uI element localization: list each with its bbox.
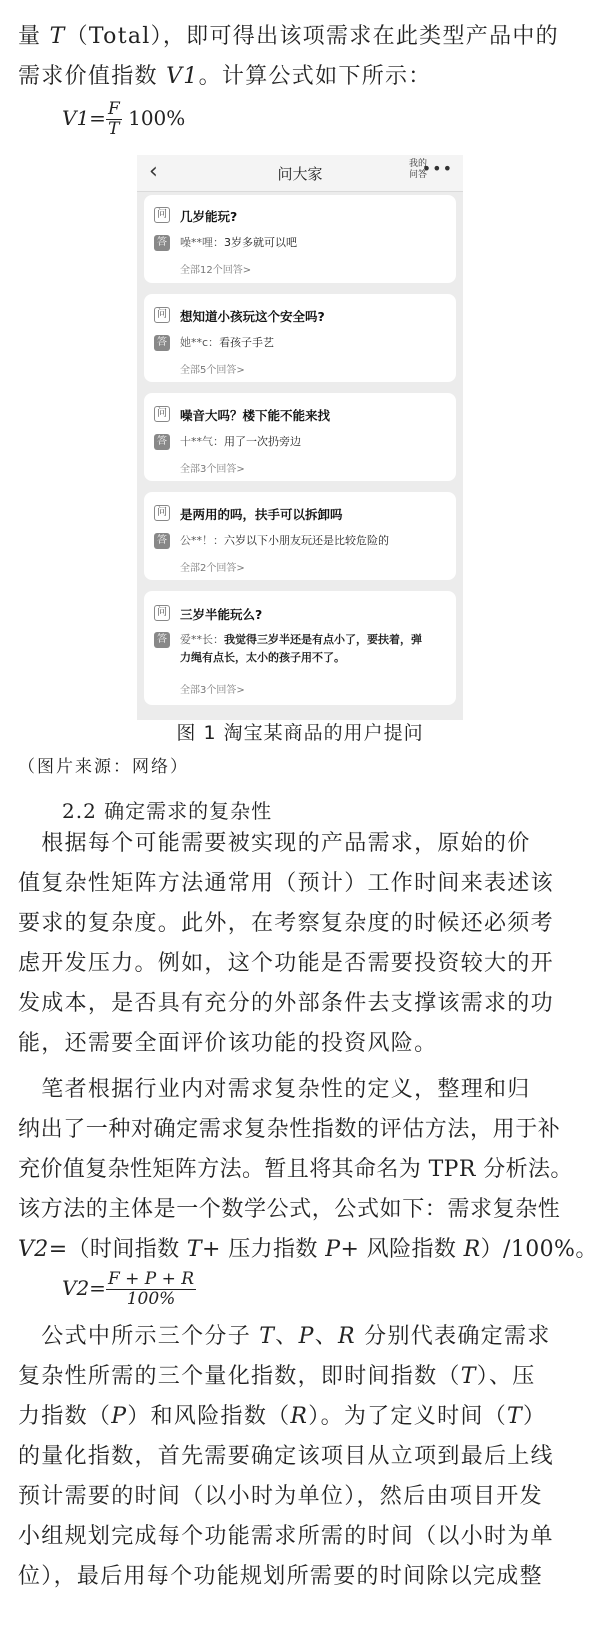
paragraph-line: 量 T（Total），即可得出该项需求在此类型产品中的 <box>18 24 559 49</box>
paragraph-line: 的量化指数，首先需要确定该项目从立项到最后上线 <box>18 1444 554 1469</box>
paragraph-line: 根据每个可能需要被实现的产品需求，原始的价 <box>18 831 531 856</box>
all-answers-link[interactable]: 全部12个回答> <box>180 265 252 276</box>
paragraph-line: V2=（时间指数 T+ 压力指数 P+ 风险指数 R）/100%。 <box>18 1237 598 1262</box>
paragraph-line: 虑开发压力。例如，这个功能是否需要投资较大的开 <box>18 951 554 976</box>
formula-v1: V1= $\frac{F}{T}$ 100% <box>62 99 186 139</box>
all-answers-link[interactable]: 全部2个回答> <box>180 563 245 574</box>
question-icon: 问 <box>154 406 170 422</box>
question-card[interactable] <box>144 393 456 481</box>
question-text[interactable]: 噪音大吗？楼下能不能来找 <box>180 408 331 423</box>
paragraph-line: 小组规划完成每个功能需求所需的时间（以小时为单 <box>18 1524 554 1549</box>
answer-text: 噪**哩：3岁多就可以吧 <box>180 236 297 249</box>
formula-v2: V2= $\frac{F + P + R}{100\%}$ <box>62 1269 195 1309</box>
question-icon: 问 <box>154 505 170 521</box>
answer-text: 爱**长：我觉得三岁半还是有点小了，要扶着，弹 力绳有点长，太小的孩子用不了。 <box>180 633 422 664</box>
answer-text: 十**气：用了一次扔旁边 <box>180 435 301 448</box>
question-text[interactable]: 几岁能玩? <box>180 209 238 224</box>
paragraph-line: 要求的复杂度。此外，在考察复杂度的时候还必须考 <box>18 911 554 936</box>
question-text[interactable]: 想知道小孩玩这个安全吗? <box>180 309 325 324</box>
answer-text: 公**！：六岁以下小朋友玩还是比较危险的 <box>180 534 389 547</box>
paragraph-line: 公式中所示三个分子 T、P、R 分别代表确定需求 <box>18 1324 551 1349</box>
paragraph-line: 力指数（P）和风险指数（R）。为了定义时间（T） <box>18 1404 547 1429</box>
paragraph-line: 位），最后用每个功能规划所需要的时间除以完成整 <box>18 1564 543 1589</box>
answer-icon: 答 <box>154 235 170 251</box>
answer-icon: 答 <box>154 632 170 648</box>
question-card[interactable] <box>144 195 456 283</box>
answer-text: 她**c：看孩子手艺 <box>180 336 275 349</box>
formula-fraction: $\frac{F}{T}$ <box>107 99 120 139</box>
back-icon[interactable]: ‹ <box>149 159 158 184</box>
figure-caption: 图 1 淘宝某商品的用户提问 <box>176 722 424 744</box>
question-card[interactable] <box>144 294 456 382</box>
question-icon: 问 <box>154 605 170 621</box>
answer-icon: 答 <box>154 533 170 549</box>
paragraph-line: 发成本，是否具有充分的外部条件去支撑该需求的功 <box>18 991 554 1016</box>
paragraph-line: 需求价值指数 V1。计算公式如下所示： <box>18 64 432 89</box>
nav-bar <box>137 155 463 192</box>
more-icon[interactable]: ••• <box>421 159 453 178</box>
paragraph-line: 笔者根据行业内对需求复杂性的定义，整理和归 <box>18 1077 531 1102</box>
paragraph-line: 该方法的主体是一个数学公式，公式如下：需求复杂性 <box>18 1197 561 1222</box>
section-heading: 2.2 确定需求的复杂性 <box>62 799 273 823</box>
figure-source: （图片来源：网络） <box>18 757 189 777</box>
paragraph-line: 复杂性所需的三个量化指数，即时间指数（T）、压 <box>18 1364 536 1389</box>
question-icon: 问 <box>154 207 170 223</box>
all-answers-link[interactable]: 全部3个回答> <box>180 464 245 475</box>
all-answers-link[interactable]: 全部5个回答> <box>180 365 245 376</box>
paragraph-line: 充价值复杂性矩阵方法。暂且将其命名为 TPR 分析法。 <box>18 1157 573 1182</box>
nav-title: 问大家 <box>277 165 323 183</box>
question-card[interactable] <box>144 591 456 705</box>
question-icon: 问 <box>154 307 170 323</box>
paragraph-line: 能，还需要全面评价该功能的投资风险。 <box>18 1031 438 1056</box>
taobao-qa-screenshot <box>137 155 463 720</box>
question-text[interactable]: 三岁半能玩么? <box>180 607 263 622</box>
answer-icon: 答 <box>154 335 170 351</box>
answer-icon: 答 <box>154 434 170 450</box>
question-text[interactable]: 是两用的吗，扶手可以拆卸吗 <box>180 507 343 522</box>
all-answers-link[interactable]: 全部3个回答> <box>180 685 245 696</box>
paragraph-line: 值复杂性矩阵方法通常用（预计）工作时间来表述该 <box>18 871 554 896</box>
formula-fraction: $\frac{F + P + R}{100\%}$ <box>107 1269 195 1309</box>
paragraph-line: 纳出了一种对确定需求复杂性指数的评估方法，用于补 <box>18 1117 561 1142</box>
my-qa-button[interactable]: 我的 问答 <box>408 159 427 180</box>
paragraph-line: 预计需要的时间（以小时为单位），然后由项目开发 <box>18 1484 543 1509</box>
question-card[interactable] <box>144 492 456 580</box>
